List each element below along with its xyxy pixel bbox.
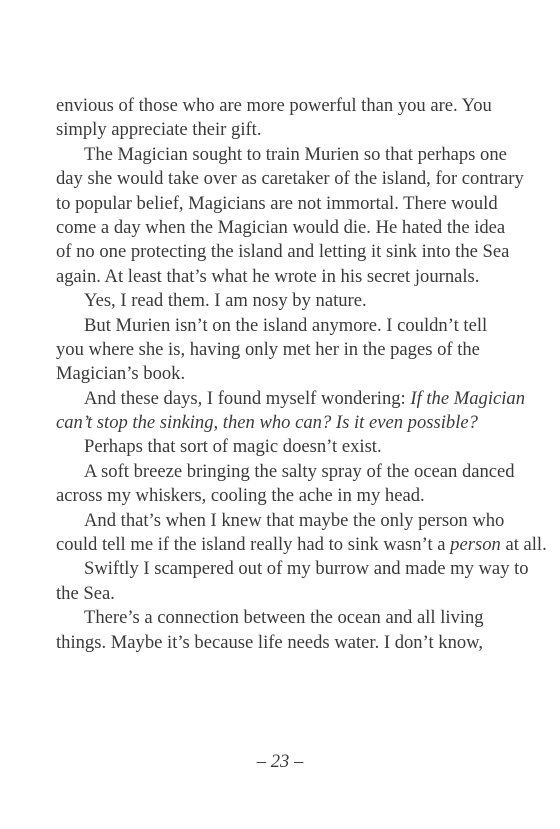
text-line: Yes, I read them. I am nosy by nature. (84, 290, 367, 312)
text-line: the Sea. (56, 582, 115, 604)
text-line (56, 387, 526, 411)
text-line: come a day when the Magician would die. He hated the idea (56, 216, 506, 238)
text-line: you where she is, having only met her in the pages of the (56, 338, 480, 360)
text-line (56, 411, 508, 435)
text-line: Perhaps that sort of magic doesn’t exist. (84, 436, 382, 458)
text-line: to popular belief, Magicians are not immortal. There would (56, 192, 498, 214)
text-line: of no one protecting the island and letting it sink into the Sea (56, 241, 510, 263)
text-line: simply appreciate their gift. (56, 119, 262, 141)
text-run: And these days, I found myself wondering: (84, 387, 411, 409)
text-line: Magician’s book. (56, 363, 186, 385)
italic-text-run: person (450, 534, 501, 556)
text-line: The Magician sought to train Murien so that perhaps one (84, 143, 507, 165)
text-line: And that’s when I knew that maybe the only person who (84, 509, 505, 531)
text-line: day she would take over as caretaker of the island, for contrary (56, 168, 524, 190)
text-line: again. At least that’s what he wrote in his secret journals. (56, 265, 480, 287)
text-line: things. Maybe it’s because life needs water. I don’t know, (56, 631, 484, 653)
text-line: Swiftly I scampered out of my burrow and made my way to (84, 558, 529, 580)
page-body (56, 94, 547, 655)
text-line (56, 533, 547, 557)
page-number: – 23 – (256, 751, 304, 772)
text-line: across my whiskers, cooling the ache in my head. (56, 485, 425, 507)
text-line: envious of those who are more powerful than you are. You (56, 95, 492, 116)
text-run: could tell me if the island really had to sink wasn’t a (56, 534, 451, 556)
italic-text-run: can’t stop the sinking, then who can? Is it even possible? (56, 412, 478, 434)
text-run: at all. (500, 534, 547, 556)
italic-text-run: If the Magician (410, 387, 526, 409)
text-line: But Murien isn’t on the island anymore. I couldn’t tell (84, 314, 488, 336)
text-line: There’s a connection between the ocean and all living (84, 607, 484, 629)
text-line: A soft breeze bringing the salty spray of the ocean danced (84, 460, 515, 482)
